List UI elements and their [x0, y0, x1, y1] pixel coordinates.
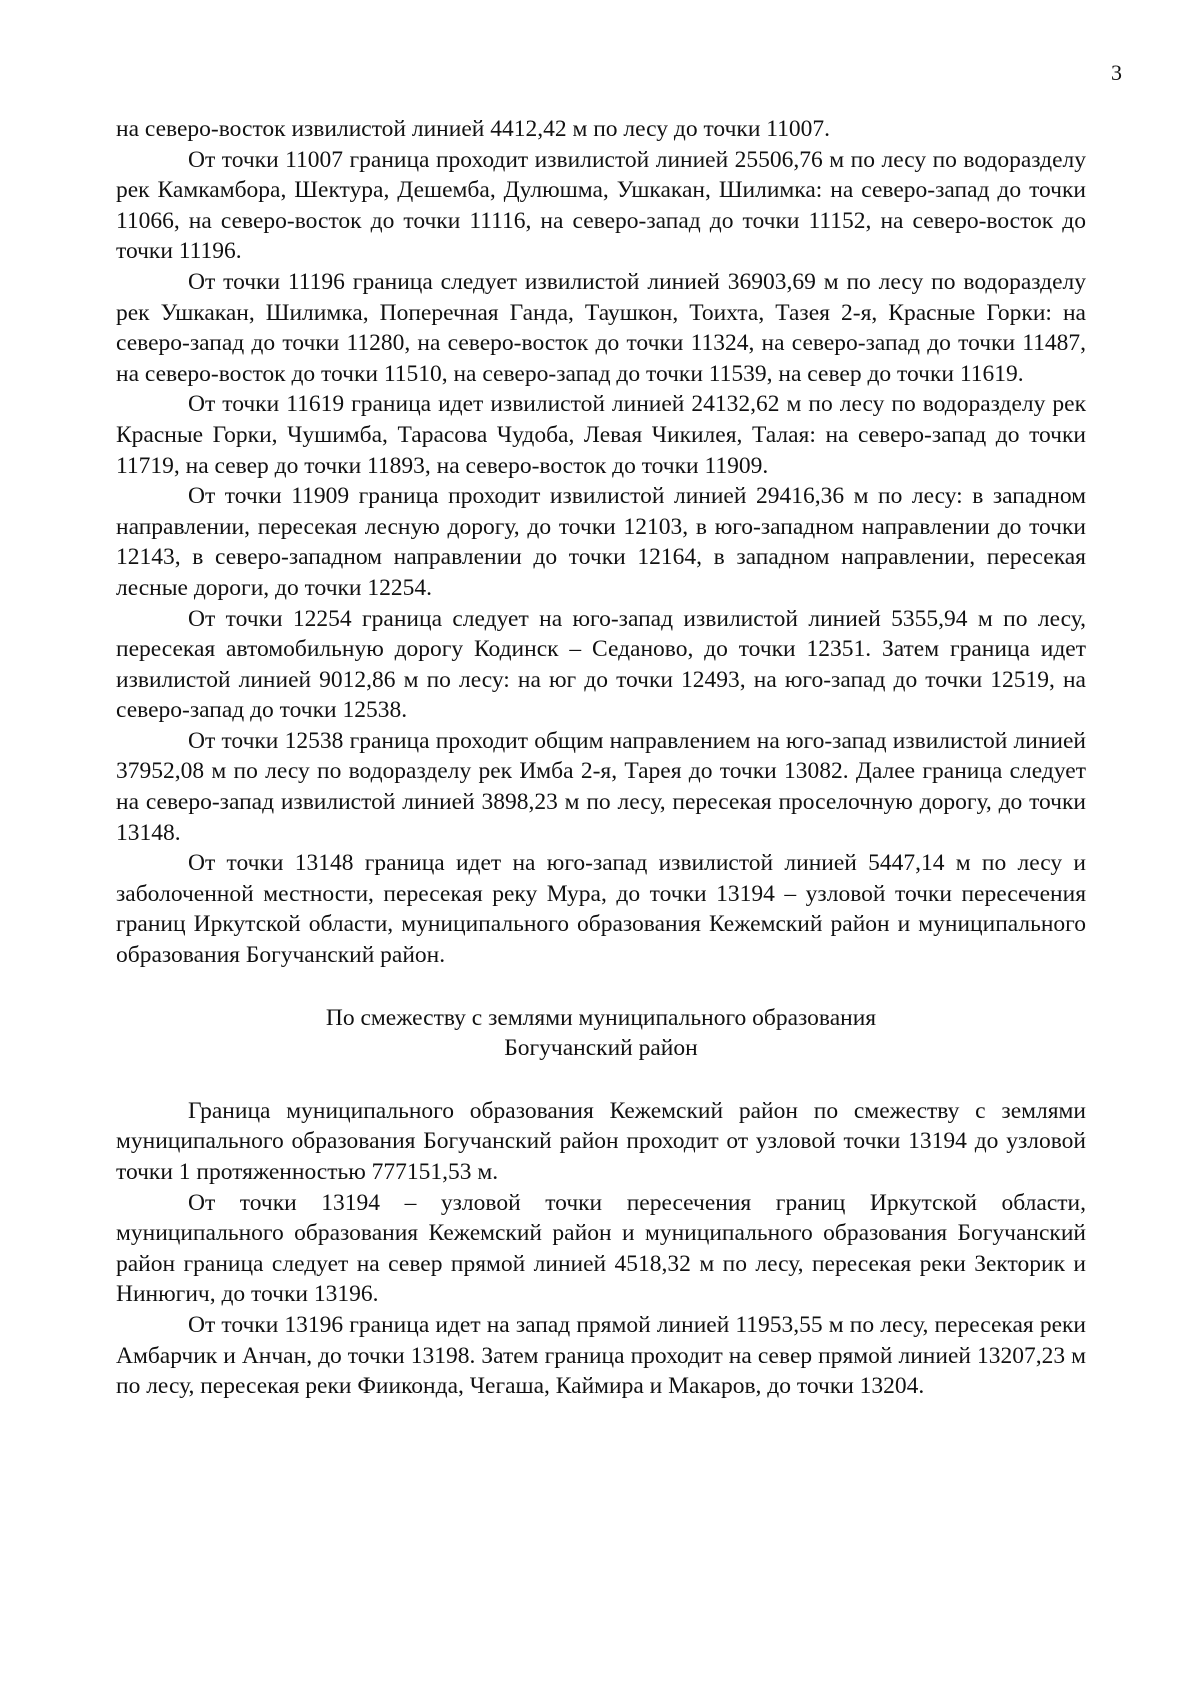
section-heading: [116, 1003, 1086, 1064]
paragraph: От точки 12538 граница проходит общим направлением на юго-запад извилистой линией 37952,08 м по лесу по водоразделу рек Имба 2-я, Тарея до точки 13082. Далее граница следует на северо-запад извилистой линией 3898,23 м по лесу, пересекая проселочную дорогу, до точки 13148.: [116, 727, 1086, 846]
paragraph: Граница муниципального образования Кежемский район по смежеству с землями муниципального образования Богучанский район проходит от узловой точки 13194 до узловой точки 1 протяженностью 777151,53 м.: [116, 1097, 1086, 1185]
section-heading-line: По смежеству с землями муниципального образования: [325, 1004, 877, 1031]
paragraph: От точки 11007 граница проходит извилистой линией 25506,76 м по лесу по водоразделу рек Камкамбора, Шектура, Дешемба, Дулюшма, Ушкакан, Шилимка: на северо-запад до точки 11066, на северо-восток до точки 11116, на северо-запад до точки 11152, на северо-восток до точки 11196.: [116, 146, 1086, 265]
paragraph: От точки 11196 граница следует извилистой линией 36903,69 м по лесу по водоразделу рек Ушкакан, Шилимка, Поперечная Ганда, Таушкон, Тоихта, Тазея 2-я, Красные Горки: на северо-запад до точки 11280, на северо-восток до точки 11324, на северо-запад до точки 11487, на северо-восток до точки 11510, на северо-запад до точки 11539, на север до точки 11619.: [116, 268, 1086, 387]
paragraph: От точки 11619 граница идет извилистой линией 24132,62 м по лесу по водоразделу рек Красные Горки, Чушимба, Тарасова Чудоба, Левая Чикилея, Талая: на северо-запад до точки 11719, на север до точки 11893, на северо-восток до точки 11909.: [116, 391, 1086, 479]
paragraph: От точки 12254 граница следует на юго-запад извилистой линией 5355,94 м по лесу, пересекая автомобильную дорогу Кодинск – Седаново, до точки 12351. Затем граница идет извилистой линией 9012,86 м по лесу: на юг до точки 12493, на юго-запад до точки 12519, на северо-запад до точки 12538.: [116, 605, 1086, 724]
page-number: 3: [1111, 60, 1122, 85]
boundary-description-top: [116, 114, 1086, 971]
paragraph: От точки 13196 граница идет на запад прямой линией 11953,55 м по лесу, пересекая реки Амбарчик и Анчан, до точки 13198. Затем граница проходит на север прямой линией 13207,23 м по лесу, пересекая реки Фииконда, Чегаша, Каймира и Макаров, до точки 13204.: [116, 1311, 1086, 1400]
paragraph: От точки 13148 граница идет на юго-запад извилистой линией 5447,14 м по лесу и заболоченной местности, пересекая реку Мура, до точки 13194 – узловой точки пересечения границ Иркутской области, муниципального образования Кежемский район и муниципального образования Богучанский район.: [116, 850, 1086, 969]
paragraph: на северо-восток извилистой линией 4412,42 м по лесу до точки 11007.: [116, 116, 831, 142]
section-heading-line: Богучанский район: [504, 1035, 698, 1062]
boundary-description-bottom: [116, 1096, 1086, 1402]
paragraph: От точки 13194 – узловой точки пересечения границ Иркутской области, муниципального образования Кежемский район и муниципального образования Богучанский район граница следует на север прямой линией 4518,32 м по лесу, пересекая реки Зекторик и Нинюгич, до точки 13196.: [116, 1189, 1086, 1308]
document-body: [116, 114, 1086, 1402]
paragraph: От точки 11909 граница проходит извилистой линией 29416,36 м по лесу: в западном направлении, пересекая лесную дорогу, до точки 12103, в юго-западном направлении до точки 12143, в северо-западном направлении до точки 12164, в западном направлении, пересекая лесные дороги, до точки 12254.: [116, 483, 1086, 601]
